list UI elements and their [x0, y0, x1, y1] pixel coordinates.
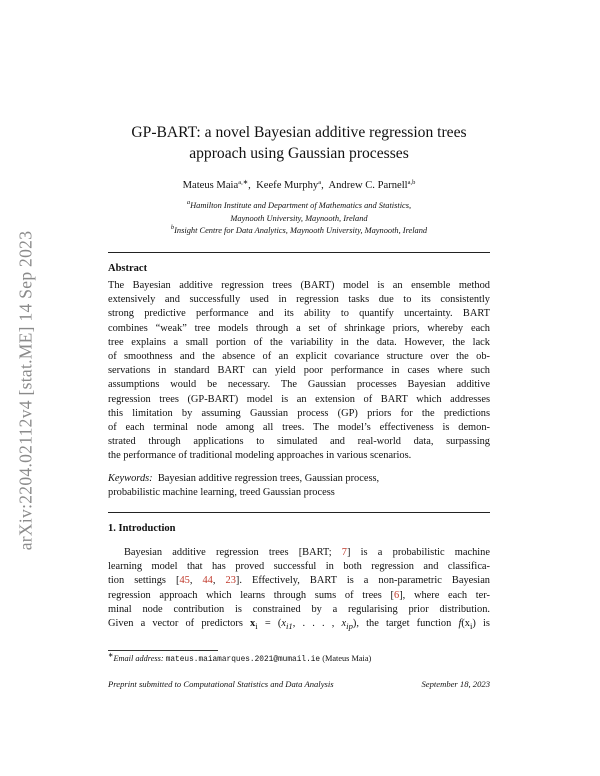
affiliations [108, 200, 490, 238]
affiliation-a-line-2: Maynooth University, Maynooth, Ireland [230, 213, 368, 223]
intro-line: Bayesian additive regression trees [BART; 7] is a probabilistic machine [124, 547, 490, 558]
citation-link[interactable]: 6 [394, 589, 400, 601]
intro-line: minal node contribution is constrained by a regularising prior distribution. [108, 603, 490, 615]
preprint-date: September 18, 2023 [421, 679, 490, 689]
abstract-line: strong predictive performance and its ability to quantify uncertainty. BART [108, 308, 490, 320]
footnote-mark: ∗ [108, 652, 114, 659]
citation-link[interactable]: 7 [341, 547, 347, 558]
keywords-label: Keywords: [108, 473, 153, 484]
author-name: Mateus Maia [182, 180, 239, 191]
abstract-line: extensively and successfully used in regression tasks due to its consistently [108, 294, 490, 306]
abstract-line: this limitation by assuming Gaussian process (GP) priors for the predictions [108, 407, 490, 419]
email-link[interactable]: mateus.maiamarques.2021@mumail.ie [165, 656, 321, 664]
keywords [108, 472, 490, 500]
introduction-body [108, 546, 490, 633]
citation-link[interactable]: 44 [202, 575, 213, 587]
preprint-footer [108, 679, 490, 689]
citation-link[interactable]: 45 [179, 575, 190, 587]
arxiv-identifier: arXiv:2204.02112v4 [stat.ME] 14 Sep 2023 [15, 230, 36, 550]
author-affil-mark: a,∗ [238, 179, 249, 186]
keywords-line-2: probabilistic machine learning, treed Gaussian process [108, 487, 335, 499]
intro-line: regression approach which learns through sums of trees [6], where each ter- [108, 589, 491, 601]
intro-line: tion settings [45, 44, 23]. Effectively, BART is a non-parametric Bayesian [108, 575, 491, 587]
paper-title [108, 122, 490, 164]
abstract-line: combines “weak” tree models through a set of shrinkage priors, whereby each [108, 322, 490, 334]
abstract-line: of each terminal node among all trees. The model’s effectiveness is demon- [108, 422, 490, 434]
abstract-line: servations in standard BART can yield poor performance in cases where such [108, 365, 490, 377]
abstract-line: tree explains a small portion of the variability in the data. However, the lack [108, 336, 490, 348]
abstract-line: the performance of traditional modeling approaches in various scenarios. [108, 450, 412, 462]
footnote [108, 654, 371, 664]
title-line-1: GP-BART: a novel Bayesian additive regression trees [131, 124, 467, 141]
affiliation-a-line-1: $^a$Hamilton Institute and Department of Mathematics and Statistics, [186, 199, 412, 210]
preprint-venue: Preprint submitted to Computational Statistics and Data Analysis [108, 679, 334, 689]
abstract-line: strated through applications to simulated and real-world data, surpassing [108, 436, 490, 448]
author-name: Andrew C. Parnell [328, 180, 408, 191]
author-list: Mateus Maia$^{a,∗}$, Keefe Murphy$^a$, Andrew C. Parnell$^{a,b}$ [182, 179, 416, 191]
footnote-name: (Mateus Maia) [322, 654, 372, 663]
abstract-line: The Bayesian additive regression trees (BART) model is an ensemble method [108, 280, 490, 291]
footnote-rule [108, 650, 218, 651]
author-affil-mark: a [318, 179, 322, 186]
author-affil-mark: a,b [407, 179, 416, 186]
keywords-line-1: Keywords: Bayesian additive regression trees, Gaussian process, [108, 473, 380, 484]
abstract-bottom-rule [108, 512, 490, 513]
arxiv-side-stamp [14, 205, 38, 575]
abstract-top-rule [108, 252, 490, 253]
introduction-heading: 1. Introduction [108, 523, 176, 534]
abstract-body [108, 279, 490, 464]
intro-line: Given a vector of predictors $x_i = (x_{i1}$, . . . , $x_{ip}$), the target function $f(x_i)$ is [108, 618, 490, 632]
abstract-heading: Abstract [108, 263, 148, 274]
title-line-2: approach using Gaussian processes [189, 145, 409, 162]
footnote-label: Email address: [113, 654, 164, 663]
abstract-line: regression trees (GP-BART) model is an extension of BART which addresses [108, 393, 490, 405]
abstract-line: assumptions would be necessary. The Gaussian processes Bayesian additive [108, 379, 490, 391]
citation-link[interactable]: 23 [225, 575, 236, 587]
intro-line: learning model that has proved successful in both regression and classifica- [108, 561, 490, 573]
affiliation-b: $^b$Insight Centre for Data Analytics, Maynooth University, Maynooth, Ireland [170, 224, 428, 235]
author-name: Keefe Murphy [256, 180, 319, 191]
abstract-line: of smoothness and the absence of an explicit covariance structure over the ob- [108, 351, 490, 363]
